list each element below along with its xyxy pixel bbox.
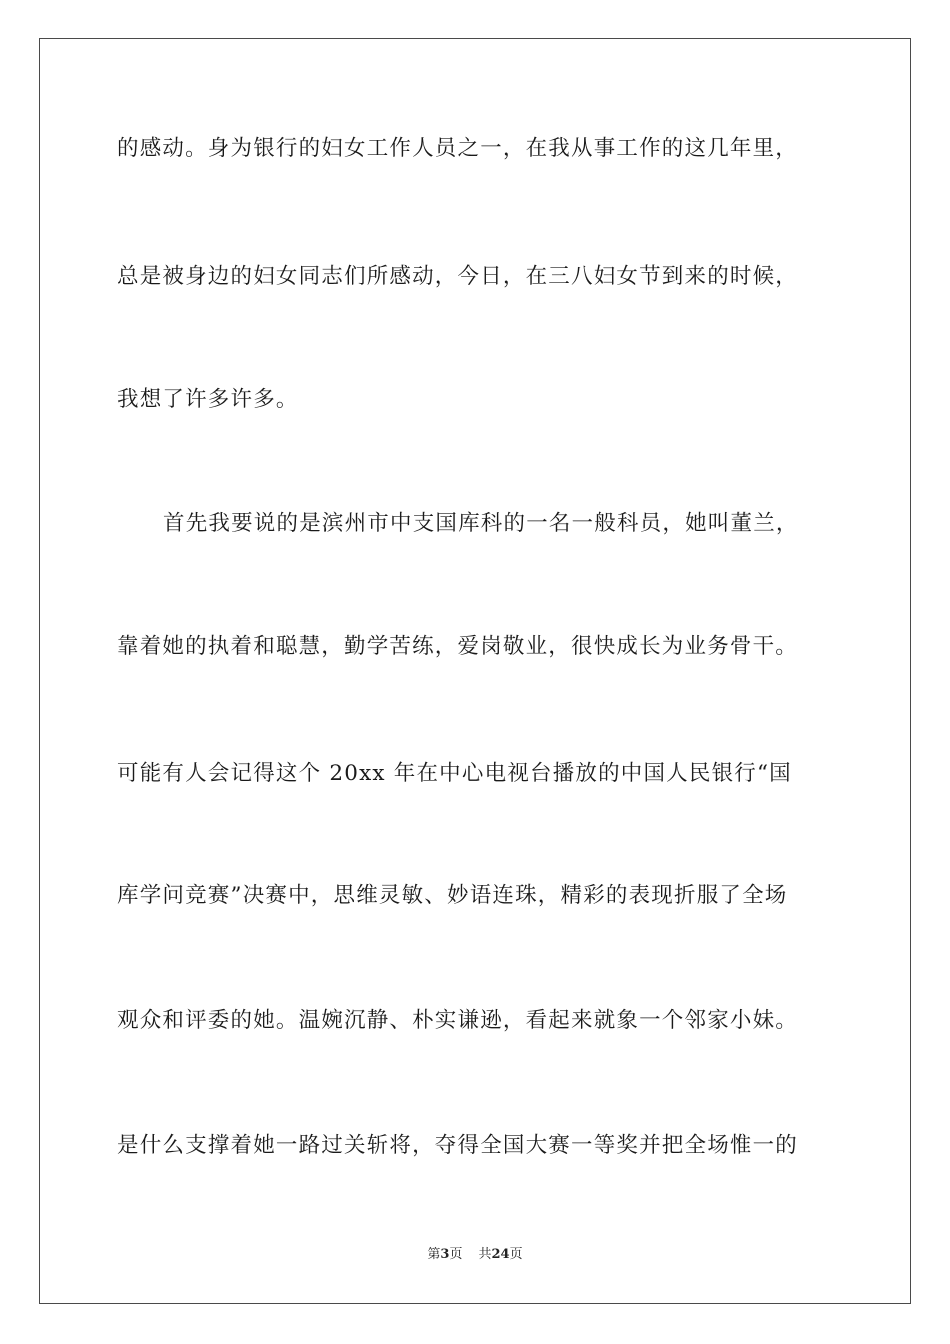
page-prefix: 第 (427, 1247, 441, 1262)
text-line: 的感动。身为银行的妇女工作人员之一，在我从事工作的这几年里， (117, 136, 799, 161)
text-line: 库学问竞赛”决赛中，思维灵敏、妙语连珠，精彩的表现折服了全场 (117, 883, 788, 908)
text-line: 观众和评委的她。温婉沉静、朴实谦逊，看起来就象一个邻家小妹。 (117, 1008, 799, 1033)
page-footer (0, 1246, 950, 1264)
total-suffix: 页 (509, 1247, 523, 1262)
page-border (39, 38, 911, 1304)
paragraph-first-line: 首先我要说的是滨州市中支国库科的一名一般科员，她叫董兰， (163, 511, 799, 536)
text-line: 总是被身边的妇女同志们所感动，今日，在三八妇女节到来的时候， (117, 264, 799, 289)
text-line: 靠着她的执着和聪慧，勤学苦练，爱岗敬业，很快成长为业务骨干。 (117, 634, 799, 659)
total-pages: 24 (491, 1247, 510, 1262)
text-line: 可能有人会记得这个 20xx 年在中心电视台播放的中国人民银行“国 (117, 761, 792, 786)
text-line: 是什么支撑着她一路过关斩将，夺得全国大赛一等奖并把全场惟一的 (117, 1133, 799, 1158)
text-line: 我想了许多许多。 (117, 387, 299, 412)
page-suffix: 页 (449, 1247, 463, 1262)
total-prefix: 共 (478, 1247, 492, 1262)
page-number: 3 (440, 1247, 450, 1262)
